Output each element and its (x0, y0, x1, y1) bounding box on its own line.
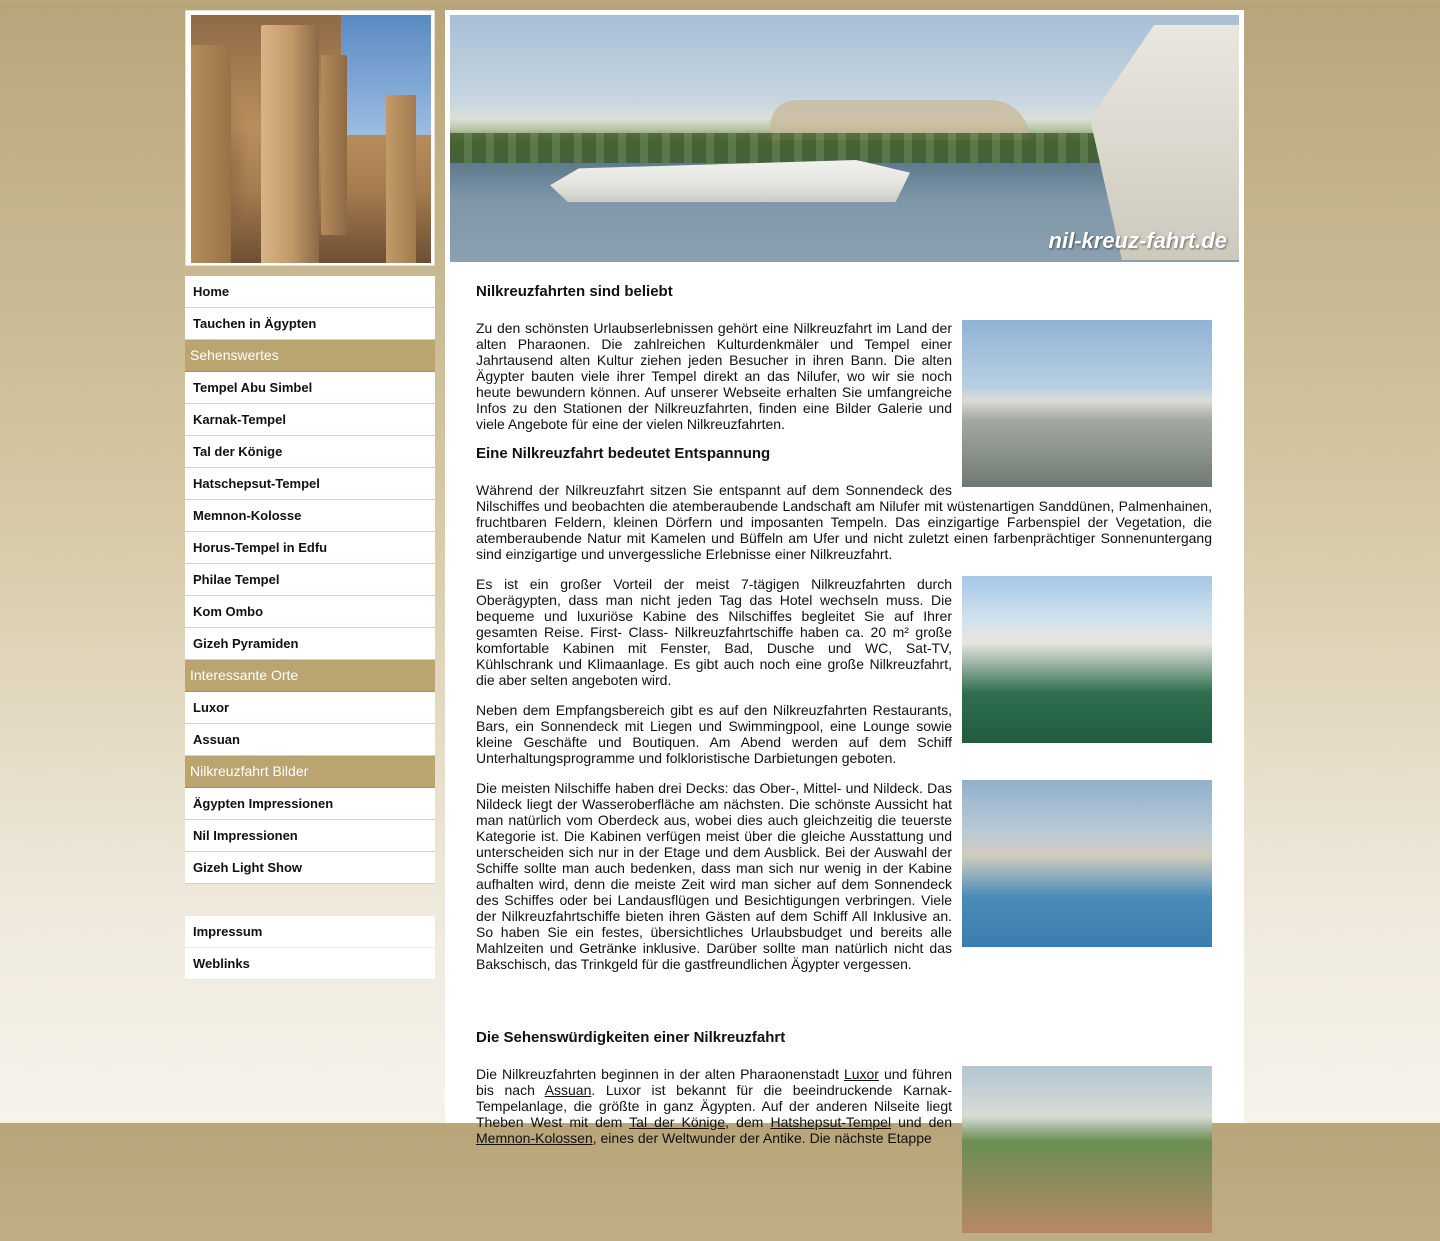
nav-item-kom-ombo[interactable]: Kom Ombo (185, 596, 435, 628)
left-column (185, 10, 435, 980)
text-segment: und führen bis nach (476, 1066, 952, 1098)
article (476, 272, 1212, 1241)
nav-section-orte[interactable]: Interessante Orte (185, 660, 435, 692)
nav-section-sehenswertes[interactable]: Sehenswertes (185, 340, 435, 372)
nav-item-luxor[interactable]: Luxor (185, 692, 435, 724)
banner-cruise-ship (550, 160, 910, 202)
text-segment: , eines der Weltwunder der Antike. Die nächste Etappe (592, 1130, 932, 1146)
paragraph-entspannung: Während der Nilkreuzfahrt sitzen Sie entspannt auf dem Sonnendeck des Nilschiffes und beobachten die atemberaubende Landschaft am Nilufer mit wüstenartigen Sanddünen, Palmenhainen, fruchtbaren Feldern, kleinen Dörfern und imposanten Tempeln. Das einzigartige Farbenspiel der Vegetation, die atemberaubende Natur mit Kamelen und Büffeln am Ufer und nicht zuletzt einen farbenprächtiger Sonnenuntergang sind einzigartige und unvergessliche Erlebnisse einer Nilkreuzfahrt. (476, 482, 1212, 562)
nav-item-karnak[interactable]: Karnak-Tempel (185, 404, 435, 436)
photo-village (962, 1066, 1212, 1233)
nav-spacer (185, 884, 435, 916)
footer-nav (185, 916, 435, 980)
nav-item-home[interactable]: Home (185, 276, 435, 308)
nav-item-tal-der-koenige[interactable]: Tal der Könige (185, 436, 435, 468)
nav-item-tauchen[interactable]: Tauchen in Ägypten (185, 308, 435, 340)
heading-beliebt: Nilkreuzfahrten sind beliebt (476, 283, 673, 300)
temple-pillar (261, 25, 319, 263)
nav-item-hatschepsut[interactable]: Hatschepsut-Tempel (185, 468, 435, 500)
nav-item-gizeh[interactable]: Gizeh Pyramiden (185, 628, 435, 660)
nav-item-memnon[interactable]: Memnon-Kolosse (185, 500, 435, 532)
text-segment: , dem (725, 1114, 771, 1130)
header-banner (450, 15, 1239, 262)
nav-item-edfu[interactable]: Horus-Tempel in Edfu (185, 532, 435, 564)
link-memnon[interactable]: Memnon-Kolossen (476, 1130, 593, 1146)
paragraph-intro: Zu den schönsten Urlaubserlebnissen gehört eine Nilkreuzfahrt im Land der alten Pharaonen. Die zahlreichen Kulturdenkmäler und Tempel einer Jahrtausend alten Kultur ziehen jeden Besucher in ihren Bann. Die alten Ägypter bauten viele ihrer Tempel direkt an das Nilufer, wo wir sie noch heute bewundern können. Auf unserer Webseite erhalten Sie umfangreiche Infos zu den Stationen der Nilkreuzfahrten, finden eine Bilder Galerie und viele Angebote für eine der vielen Nilkreuzfahrten. (476, 320, 952, 432)
text-segment: Die Nilkreuzfahrten beginnen in der alten Pharaonenstadt (476, 1066, 844, 1082)
text-segment: . Luxor ist bekannt für die beeindruckende Karnak-Tempelanlage, die größte in ganz Ägypten. Auf der anderen Nilseite liegt Theben West mit dem (476, 1082, 952, 1130)
nav-item-aegypten-impressionen[interactable]: Ägypten Impressionen (185, 788, 435, 820)
nav-section-bilder[interactable]: Nilkreuzfahrt Bilder (185, 756, 435, 788)
nav-item-nil-impressionen[interactable]: Nil Impressionen (185, 820, 435, 852)
nav-item-assuan[interactable]: Assuan (185, 724, 435, 756)
temple-pillar (321, 55, 347, 235)
text-segment: und den (891, 1114, 952, 1130)
nav-item-abu-simbel[interactable]: Tempel Abu Simbel (185, 372, 435, 404)
link-hatshepsut[interactable]: Hatshepsut-Tempel (770, 1114, 892, 1130)
main-content-area (445, 10, 1244, 1146)
paragraph-ausstattung: Neben dem Empfangsbereich gibt es auf den Nilkreuzfahrten Restaurants, Bars, ein Sonnendeck mit Liegen und Swimmingpool, eine Lounge sowie kleine Geschäfte und Boutiquen. Am Abend werden auf dem Schiff Unterhaltungsprogramme und folkloristische Darbietungen geboten. (476, 702, 952, 766)
link-luxor[interactable]: Luxor (843, 1066, 879, 1082)
nav-item-light-show[interactable]: Gizeh Light Show (185, 852, 435, 884)
paragraph-vorteil: Es ist ein großer Vorteil der meist 7-tägigen Nilkreuzfahrten durch Oberägypten, dass man nicht jeden Tag das Hotel wechseln muss. Die bequeme und luxuriöse Kabine des Nilschiffes begleitet Sie auf Ihrer gesamten Reise. First- Class- Nilkreuzfahrtschiffe haben ca. 20 m² große komfortable Kabinen mit Fenster, Bad, Dusche und WC, Sat-TV, Kühlschrank und Klimaanlage. Es gibt auch noch eine große Nilkreuzfahrt, die aber selten angeboten wird. (476, 576, 952, 688)
sidebar-nav (185, 276, 435, 884)
paragraph-decks: Die meisten Nilschiffe haben drei Decks: das Ober-, Mittel- und Nildeck. Das Nildeck liegt der Wasseroberfläche am nächsten. Die schönste Aussicht hat man natürlich vom Oberdeck aus, wobei dies auch gleichzeitig die teuerste Kategorie ist. Die Kabinen verfügen meist über die gleiche Ausstattung und unterscheiden sich nur in der Etage und dem Ausblick. Bei der Auswahl der Schiffe sollte man auch bedenken, dass man sich nur wenig in der Kabine aufhalten wird, denn die meiste Zeit wird man sicher auf dem Sonnendeck des Schiffes oder bei Landausflügen und Besichtigungen verbringen. Viele der Nilkreuzfahrtschiffe bieten ihren Gästen auf dem Schiff All Inklusive an. So haben Sie ein festes, übersichtliches Urlaubsbudget und bereits alle Mahlzeiten und Getränke inklusive. Darüber sollte man natürlich nicht das Bakschisch, das Trinkgeld für die gastfreundlichen Ägypter vergessen. (476, 780, 952, 972)
temple-columns-photo (191, 15, 431, 263)
photo-ships-docked (962, 320, 1212, 487)
nav-item-weblinks[interactable]: Weblinks (185, 948, 435, 980)
page-wrapper (185, 10, 1244, 1146)
banner-ship-bow (1090, 25, 1239, 260)
photo-pool (962, 780, 1212, 947)
link-assuan[interactable]: Assuan (544, 1082, 592, 1098)
banner-watermark: nil-kreuz-fahrt.de (1048, 228, 1227, 253)
nav-item-impressum[interactable]: Impressum (185, 916, 435, 948)
link-tal-der-koenige[interactable]: Tal der Könige (629, 1114, 726, 1130)
heading-entspannung: Eine Nilkreuzfahrt bedeutet Entspannung (476, 445, 771, 462)
temple-pillar (191, 45, 231, 263)
heading-sehenswuerdigkeiten: Die Sehenswürdigkeiten einer Nilkreuzfahrt (476, 1029, 786, 1046)
nav-item-philae[interactable]: Philae Tempel (185, 564, 435, 596)
temple-pillar (386, 95, 416, 263)
temple-photo-frame (185, 10, 435, 266)
photo-sundeck (962, 576, 1212, 743)
